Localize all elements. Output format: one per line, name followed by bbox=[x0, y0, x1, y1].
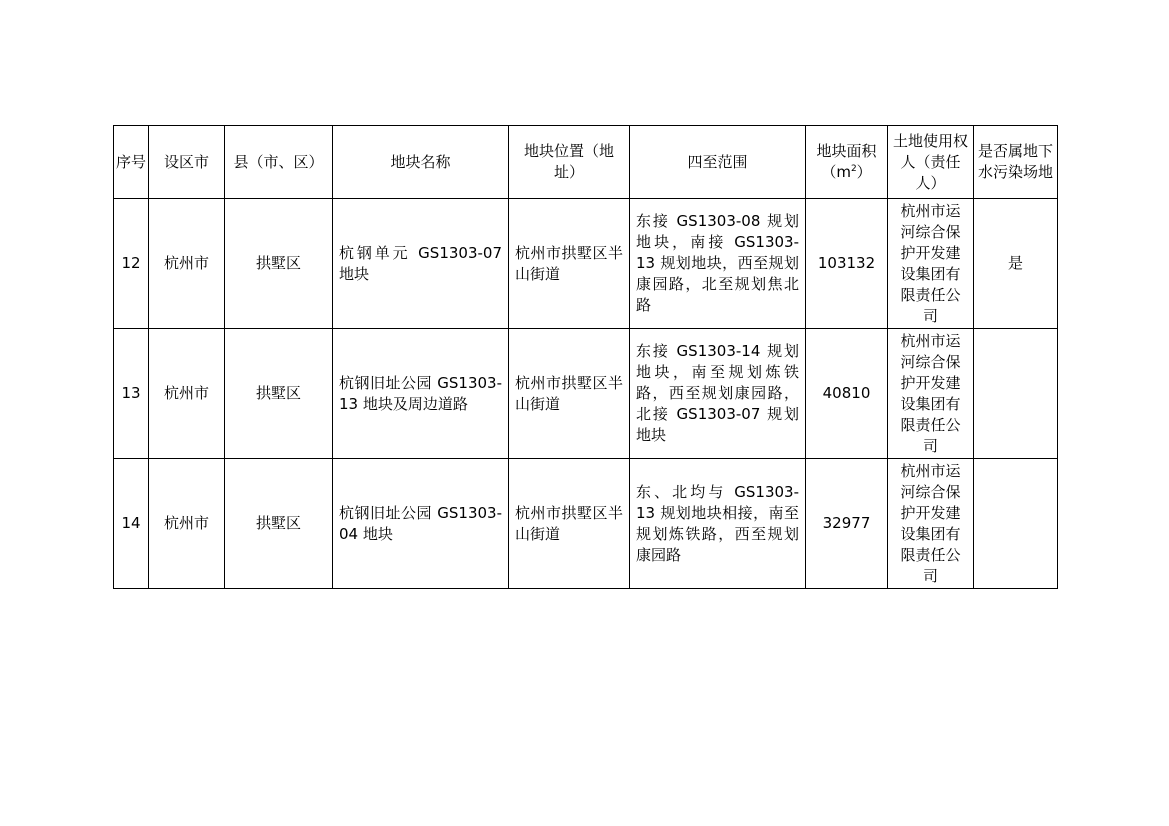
cell-location: 杭州市拱墅区半山街道 bbox=[509, 199, 630, 329]
cell-boundaries: 东接 GS1303-14 规划地块，南至规划炼铁路，西至规划康园路，北接 GS1303-07 规划地块 bbox=[630, 329, 806, 459]
cell-owner: 杭州市运河综合保护开发建设集团有限责任公司 bbox=[888, 199, 974, 329]
header-boundaries: 四至范围 bbox=[630, 126, 806, 199]
cell-boundaries: 东接 GS1303-08 规划地块，南接 GS1303-13 规划地块，西至规划康园路，北至规划焦北路 bbox=[630, 199, 806, 329]
header-area bbox=[806, 126, 888, 199]
cell-owner: 杭州市运河综合保护开发建设集团有限责任公司 bbox=[888, 459, 974, 589]
table-row bbox=[114, 459, 1058, 589]
cell-seq: 14 bbox=[114, 459, 149, 589]
table-row bbox=[114, 199, 1058, 329]
cell-area: 32977 bbox=[806, 459, 888, 589]
cell-groundwater bbox=[974, 459, 1058, 589]
cell-groundwater bbox=[974, 329, 1058, 459]
cell-name: 杭钢单元 GS1303-07 地块 bbox=[333, 199, 509, 329]
cell-boundaries: 东、北均与 GS1303-13 规划地块相接，南至规划炼铁路，西至规划康园路 bbox=[630, 459, 806, 589]
cell-city: 杭州市 bbox=[149, 329, 225, 459]
cell-area: 103132 bbox=[806, 199, 888, 329]
cell-seq: 13 bbox=[114, 329, 149, 459]
area-unit-sup: 2 bbox=[850, 164, 857, 174]
cell-county: 拱墅区 bbox=[225, 199, 333, 329]
header-row bbox=[114, 126, 1058, 199]
cell-county: 拱墅区 bbox=[225, 329, 333, 459]
header-owner: 土地使用权人（责任人） bbox=[888, 126, 974, 199]
area-unit-close: ） bbox=[856, 163, 872, 181]
header-city: 设区市 bbox=[149, 126, 225, 199]
cell-county: 拱墅区 bbox=[225, 459, 333, 589]
cell-city: 杭州市 bbox=[149, 459, 225, 589]
area-unit-base: （m bbox=[821, 163, 851, 181]
header-seq: 序号 bbox=[114, 126, 149, 199]
cell-area: 40810 bbox=[806, 329, 888, 459]
cell-name: 杭钢旧址公园 GS1303-13 地块及周边道路 bbox=[333, 329, 509, 459]
header-county: 县（市、区） bbox=[225, 126, 333, 199]
cell-location: 杭州市拱墅区半山街道 bbox=[509, 329, 630, 459]
header-location: 地块位置（地址） bbox=[509, 126, 630, 199]
cell-location: 杭州市拱墅区半山街道 bbox=[509, 459, 630, 589]
cell-owner: 杭州市运河综合保护开发建设集团有限责任公司 bbox=[888, 329, 974, 459]
cell-name: 杭钢旧址公园 GS1303-04 地块 bbox=[333, 459, 509, 589]
cell-groundwater: 是 bbox=[974, 199, 1058, 329]
header-groundwater: 是否属地下水污染场地 bbox=[974, 126, 1058, 199]
table-row bbox=[114, 329, 1058, 459]
header-area-label: 地块面积 bbox=[816, 142, 877, 160]
header-area-unit bbox=[821, 163, 871, 181]
cell-seq: 12 bbox=[114, 199, 149, 329]
land-parcel-table bbox=[113, 125, 1058, 589]
cell-city: 杭州市 bbox=[149, 199, 225, 329]
header-name: 地块名称 bbox=[333, 126, 509, 199]
